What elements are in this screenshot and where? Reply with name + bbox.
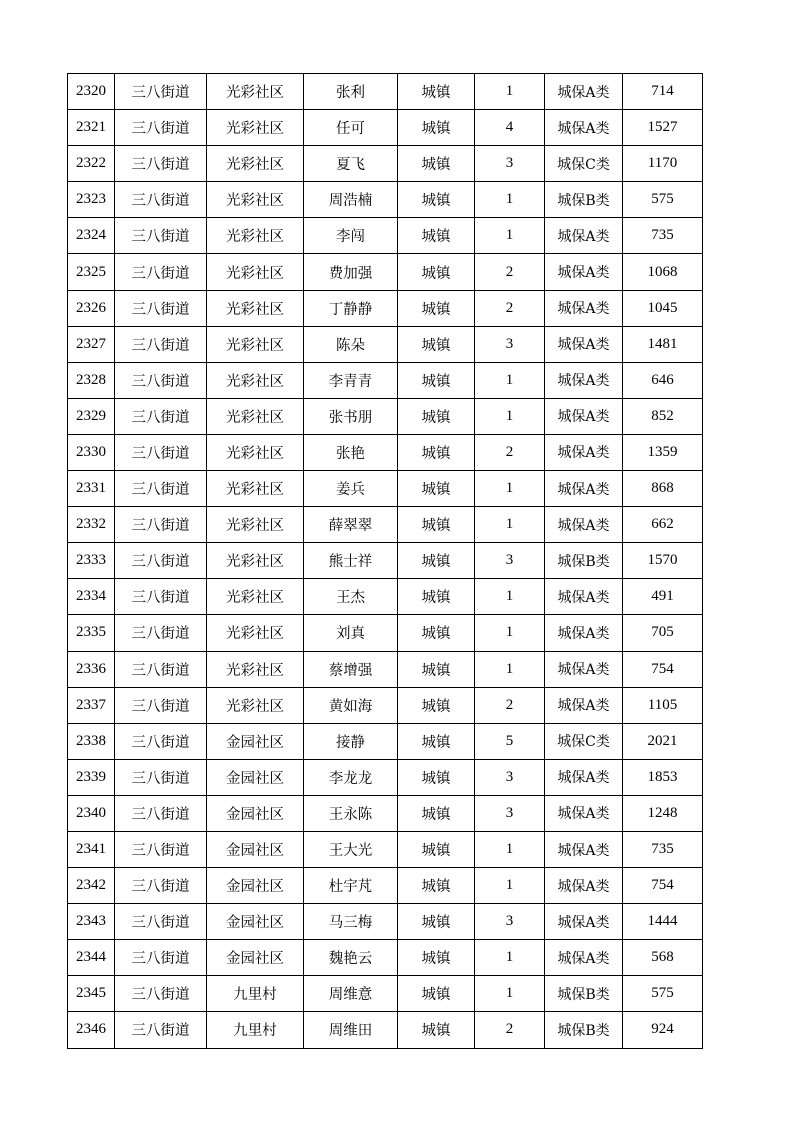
cell-community: 光彩社区 (207, 434, 304, 470)
cell-category: 城保A类 (545, 507, 623, 543)
table-row (68, 471, 703, 507)
table-row (68, 146, 703, 182)
cell-street: 三八街道 (115, 615, 207, 651)
cell-serial-number: 2330 (68, 434, 115, 470)
cell-community: 九里村 (207, 976, 304, 1012)
cell-name: 费加强 (304, 254, 398, 290)
cell-amount: 1527 (623, 110, 703, 146)
cell-category: 城保A类 (545, 74, 623, 110)
cell-amount: 2021 (623, 723, 703, 759)
cell-community: 金园社区 (207, 868, 304, 904)
cell-area: 城镇 (398, 723, 475, 759)
cell-amount: 1570 (623, 543, 703, 579)
cell-community: 光彩社区 (207, 615, 304, 651)
cell-area: 城镇 (398, 759, 475, 795)
cell-category: 城保A类 (545, 615, 623, 651)
cell-community: 金园社区 (207, 904, 304, 940)
cell-area: 城镇 (398, 651, 475, 687)
table-row (68, 904, 703, 940)
cell-household-size: 1 (475, 940, 545, 976)
table-row (68, 940, 703, 976)
cell-street: 三八街道 (115, 831, 207, 867)
cell-serial-number: 2326 (68, 290, 115, 326)
cell-community: 光彩社区 (207, 543, 304, 579)
table-row (68, 759, 703, 795)
cell-category: 城保C类 (545, 723, 623, 759)
cell-area: 城镇 (398, 831, 475, 867)
cell-serial-number: 2331 (68, 471, 115, 507)
cell-community: 光彩社区 (207, 579, 304, 615)
cell-household-size: 2 (475, 434, 545, 470)
cell-amount: 575 (623, 976, 703, 1012)
table-row (68, 976, 703, 1012)
cell-household-size: 3 (475, 543, 545, 579)
cell-category: 城保A类 (545, 398, 623, 434)
cell-area: 城镇 (398, 687, 475, 723)
cell-category: 城保A类 (545, 579, 623, 615)
table-row (68, 723, 703, 759)
cell-name: 张书朋 (304, 398, 398, 434)
cell-street: 三八街道 (115, 940, 207, 976)
cell-name: 王大光 (304, 831, 398, 867)
cell-serial-number: 2325 (68, 254, 115, 290)
cell-serial-number: 2342 (68, 868, 115, 904)
cell-street: 三八街道 (115, 723, 207, 759)
cell-amount: 1359 (623, 434, 703, 470)
cell-street: 三八街道 (115, 1012, 207, 1048)
cell-area: 城镇 (398, 1012, 475, 1048)
cell-category: 城保A类 (545, 795, 623, 831)
cell-name: 魏艳云 (304, 940, 398, 976)
cell-household-size: 1 (475, 651, 545, 687)
cell-area: 城镇 (398, 940, 475, 976)
cell-amount: 735 (623, 831, 703, 867)
cell-household-size: 5 (475, 723, 545, 759)
table-row (68, 579, 703, 615)
cell-amount: 491 (623, 579, 703, 615)
cell-name: 任可 (304, 110, 398, 146)
cell-amount: 568 (623, 940, 703, 976)
table-body (68, 74, 703, 1049)
cell-community: 光彩社区 (207, 218, 304, 254)
cell-category: 城保B类 (545, 1012, 623, 1048)
cell-area: 城镇 (398, 74, 475, 110)
cell-serial-number: 2346 (68, 1012, 115, 1048)
cell-serial-number: 2340 (68, 795, 115, 831)
cell-name: 黄如海 (304, 687, 398, 723)
cell-amount: 1045 (623, 290, 703, 326)
cell-community: 光彩社区 (207, 651, 304, 687)
cell-category: 城保C类 (545, 146, 623, 182)
cell-category: 城保A类 (545, 434, 623, 470)
cell-category: 城保A类 (545, 759, 623, 795)
table-row (68, 795, 703, 831)
cell-category: 城保A类 (545, 687, 623, 723)
cell-street: 三八街道 (115, 976, 207, 1012)
cell-street: 三八街道 (115, 904, 207, 940)
cell-household-size: 1 (475, 182, 545, 218)
cell-amount: 646 (623, 362, 703, 398)
cell-household-size: 3 (475, 326, 545, 362)
cell-community: 金园社区 (207, 795, 304, 831)
cell-name: 熊士祥 (304, 543, 398, 579)
cell-serial-number: 2344 (68, 940, 115, 976)
table-row (68, 326, 703, 362)
cell-serial-number: 2334 (68, 579, 115, 615)
cell-area: 城镇 (398, 254, 475, 290)
cell-category: 城保A类 (545, 326, 623, 362)
cell-category: 城保A类 (545, 831, 623, 867)
cell-street: 三八街道 (115, 579, 207, 615)
cell-street: 三八街道 (115, 362, 207, 398)
welfare-roster-table (67, 73, 703, 1049)
cell-household-size: 2 (475, 687, 545, 723)
cell-serial-number: 2329 (68, 398, 115, 434)
cell-community: 光彩社区 (207, 74, 304, 110)
cell-area: 城镇 (398, 976, 475, 1012)
cell-community: 金园社区 (207, 831, 304, 867)
table-row (68, 434, 703, 470)
cell-area: 城镇 (398, 795, 475, 831)
cell-community: 九里村 (207, 1012, 304, 1048)
cell-serial-number: 2343 (68, 904, 115, 940)
cell-name: 李闯 (304, 218, 398, 254)
cell-category: 城保B类 (545, 543, 623, 579)
cell-household-size: 1 (475, 579, 545, 615)
table-row (68, 868, 703, 904)
cell-serial-number: 2324 (68, 218, 115, 254)
cell-amount: 1481 (623, 326, 703, 362)
cell-street: 三八街道 (115, 254, 207, 290)
cell-category: 城保A类 (545, 290, 623, 326)
table-row (68, 615, 703, 651)
cell-area: 城镇 (398, 579, 475, 615)
table-row (68, 398, 703, 434)
cell-name: 李青青 (304, 362, 398, 398)
cell-amount: 735 (623, 218, 703, 254)
cell-category: 城保A类 (545, 254, 623, 290)
cell-amount: 705 (623, 615, 703, 651)
cell-serial-number: 2321 (68, 110, 115, 146)
cell-household-size: 3 (475, 795, 545, 831)
cell-street: 三八街道 (115, 543, 207, 579)
table-row (68, 290, 703, 326)
cell-serial-number: 2322 (68, 146, 115, 182)
cell-name: 李龙龙 (304, 759, 398, 795)
cell-amount: 1105 (623, 687, 703, 723)
table-row (68, 254, 703, 290)
cell-household-size: 1 (475, 976, 545, 1012)
cell-name: 丁静静 (304, 290, 398, 326)
cell-street: 三八街道 (115, 74, 207, 110)
cell-household-size: 1 (475, 615, 545, 651)
cell-serial-number: 2339 (68, 759, 115, 795)
cell-street: 三八街道 (115, 868, 207, 904)
cell-community: 光彩社区 (207, 398, 304, 434)
table-row (68, 507, 703, 543)
cell-name: 周维田 (304, 1012, 398, 1048)
cell-community: 光彩社区 (207, 471, 304, 507)
cell-category: 城保A类 (545, 471, 623, 507)
cell-amount: 662 (623, 507, 703, 543)
cell-category: 城保A类 (545, 651, 623, 687)
cell-name: 蔡增强 (304, 651, 398, 687)
cell-street: 三八街道 (115, 434, 207, 470)
cell-serial-number: 2341 (68, 831, 115, 867)
table-row (68, 74, 703, 110)
cell-amount: 1170 (623, 146, 703, 182)
cell-household-size: 1 (475, 362, 545, 398)
cell-area: 城镇 (398, 362, 475, 398)
cell-amount: 754 (623, 651, 703, 687)
table-row (68, 218, 703, 254)
cell-area: 城镇 (398, 434, 475, 470)
cell-area: 城镇 (398, 543, 475, 579)
cell-community: 光彩社区 (207, 687, 304, 723)
cell-community: 光彩社区 (207, 146, 304, 182)
cell-serial-number: 2332 (68, 507, 115, 543)
cell-street: 三八街道 (115, 651, 207, 687)
cell-name: 陈朵 (304, 326, 398, 362)
cell-name: 刘真 (304, 615, 398, 651)
cell-area: 城镇 (398, 904, 475, 940)
cell-street: 三八街道 (115, 398, 207, 434)
cell-category: 城保A类 (545, 868, 623, 904)
cell-serial-number: 2335 (68, 615, 115, 651)
cell-street: 三八街道 (115, 146, 207, 182)
cell-street: 三八街道 (115, 290, 207, 326)
cell-area: 城镇 (398, 146, 475, 182)
table-row (68, 1012, 703, 1048)
cell-street: 三八街道 (115, 326, 207, 362)
cell-category: 城保B类 (545, 976, 623, 1012)
cell-household-size: 2 (475, 290, 545, 326)
table-row (68, 182, 703, 218)
cell-household-size: 1 (475, 74, 545, 110)
cell-serial-number: 2345 (68, 976, 115, 1012)
table-row (68, 651, 703, 687)
cell-amount: 924 (623, 1012, 703, 1048)
cell-name: 王杰 (304, 579, 398, 615)
cell-street: 三八街道 (115, 795, 207, 831)
cell-area: 城镇 (398, 218, 475, 254)
cell-amount: 754 (623, 868, 703, 904)
cell-household-size: 3 (475, 146, 545, 182)
cell-amount: 1248 (623, 795, 703, 831)
cell-name: 接静 (304, 723, 398, 759)
cell-area: 城镇 (398, 110, 475, 146)
cell-household-size: 2 (475, 1012, 545, 1048)
cell-amount: 1444 (623, 904, 703, 940)
cell-street: 三八街道 (115, 759, 207, 795)
cell-serial-number: 2320 (68, 74, 115, 110)
cell-community: 金园社区 (207, 940, 304, 976)
cell-name: 周维意 (304, 976, 398, 1012)
cell-street: 三八街道 (115, 687, 207, 723)
cell-household-size: 1 (475, 507, 545, 543)
cell-amount: 1068 (623, 254, 703, 290)
cell-household-size: 2 (475, 254, 545, 290)
cell-area: 城镇 (398, 868, 475, 904)
cell-amount: 868 (623, 471, 703, 507)
cell-area: 城镇 (398, 615, 475, 651)
cell-category: 城保A类 (545, 904, 623, 940)
cell-household-size: 4 (475, 110, 545, 146)
cell-name: 杜宇芃 (304, 868, 398, 904)
cell-name: 薛翠翠 (304, 507, 398, 543)
cell-street: 三八街道 (115, 507, 207, 543)
table-row (68, 831, 703, 867)
cell-household-size: 3 (475, 759, 545, 795)
cell-area: 城镇 (398, 471, 475, 507)
cell-community: 光彩社区 (207, 507, 304, 543)
cell-serial-number: 2323 (68, 182, 115, 218)
cell-category: 城保A类 (545, 110, 623, 146)
cell-community: 光彩社区 (207, 290, 304, 326)
table-row (68, 362, 703, 398)
cell-serial-number: 2336 (68, 651, 115, 687)
cell-street: 三八街道 (115, 218, 207, 254)
cell-category: 城保A类 (545, 218, 623, 254)
cell-category: 城保B类 (545, 182, 623, 218)
cell-area: 城镇 (398, 182, 475, 218)
cell-name: 周浩楠 (304, 182, 398, 218)
cell-household-size: 1 (475, 868, 545, 904)
cell-serial-number: 2333 (68, 543, 115, 579)
cell-community: 金园社区 (207, 759, 304, 795)
cell-street: 三八街道 (115, 182, 207, 218)
cell-community: 光彩社区 (207, 362, 304, 398)
cell-serial-number: 2337 (68, 687, 115, 723)
cell-amount: 575 (623, 182, 703, 218)
cell-community: 光彩社区 (207, 110, 304, 146)
cell-community: 金园社区 (207, 723, 304, 759)
cell-name: 马三梅 (304, 904, 398, 940)
cell-amount: 714 (623, 74, 703, 110)
cell-household-size: 1 (475, 218, 545, 254)
cell-household-size: 1 (475, 398, 545, 434)
cell-household-size: 1 (475, 471, 545, 507)
cell-household-size: 3 (475, 904, 545, 940)
cell-name: 张利 (304, 74, 398, 110)
cell-amount: 1853 (623, 759, 703, 795)
cell-category: 城保A类 (545, 940, 623, 976)
cell-area: 城镇 (398, 290, 475, 326)
cell-name: 张艳 (304, 434, 398, 470)
table-row (68, 687, 703, 723)
cell-name: 夏飞 (304, 146, 398, 182)
cell-serial-number: 2328 (68, 362, 115, 398)
cell-household-size: 1 (475, 831, 545, 867)
cell-area: 城镇 (398, 326, 475, 362)
cell-name: 王永陈 (304, 795, 398, 831)
cell-community: 光彩社区 (207, 326, 304, 362)
cell-category: 城保A类 (545, 362, 623, 398)
cell-serial-number: 2327 (68, 326, 115, 362)
cell-area: 城镇 (398, 398, 475, 434)
cell-amount: 852 (623, 398, 703, 434)
cell-community: 光彩社区 (207, 254, 304, 290)
cell-area: 城镇 (398, 507, 475, 543)
cell-street: 三八街道 (115, 471, 207, 507)
cell-community: 光彩社区 (207, 182, 304, 218)
table-row (68, 110, 703, 146)
cell-street: 三八街道 (115, 110, 207, 146)
table-row (68, 543, 703, 579)
cell-name: 姜兵 (304, 471, 398, 507)
cell-serial-number: 2338 (68, 723, 115, 759)
